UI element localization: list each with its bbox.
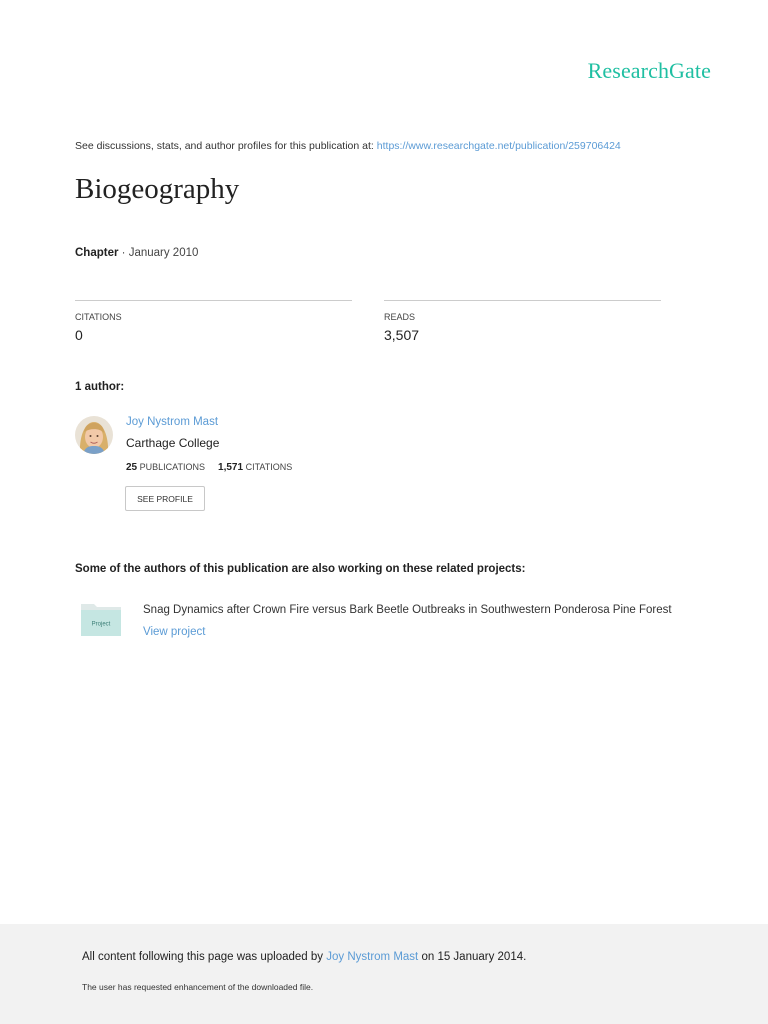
uploader-link[interactable]: Joy Nystrom Mast xyxy=(326,951,419,963)
footer xyxy=(0,924,768,1024)
citations-value: 0 xyxy=(75,327,83,343)
upload-suffix: on 15 January 2014. xyxy=(421,951,527,963)
folder-icon xyxy=(80,601,122,637)
author-institution: Carthage College xyxy=(126,436,220,450)
related-projects-heading: Some of the authors of this publication are also working on these related projects: xyxy=(75,563,526,575)
meta-separator: · xyxy=(121,247,126,259)
citations-stat xyxy=(75,300,352,343)
project-folder-icon[interactable] xyxy=(80,601,122,637)
project-icon-label: Project xyxy=(91,621,111,628)
publication-type: Chapter xyxy=(75,247,119,259)
author-avatar[interactable] xyxy=(75,416,113,454)
reads-value: 3,507 xyxy=(384,327,420,343)
publication-date: January 2010 xyxy=(128,247,199,259)
see-profile-button[interactable]: SEE PROFILE xyxy=(125,486,205,511)
author-citations-count: 1,571 xyxy=(218,462,244,473)
upload-info xyxy=(82,951,526,963)
author-publications-label: PUBLICATIONS xyxy=(139,462,205,472)
publication-meta xyxy=(75,247,198,259)
upload-prefix: All content following this page was uploaded by xyxy=(82,951,324,963)
author-name-link[interactable]: Joy Nystrom Mast xyxy=(126,416,219,428)
reads-stat xyxy=(384,300,661,343)
author-stats xyxy=(126,462,292,473)
researchgate-logo[interactable]: ResearchGate xyxy=(587,58,711,83)
view-project-link[interactable]: View project xyxy=(143,626,206,638)
author-citations-label: CITATIONS xyxy=(245,462,293,472)
reads-label: READS xyxy=(384,312,416,322)
publication-title: Biogeography xyxy=(75,173,240,205)
authors-heading: 1 author: xyxy=(75,381,125,393)
publication-url-link[interactable]: https://www.researchgate.net/publication/259706424 xyxy=(376,140,621,152)
citations-label: CITATIONS xyxy=(75,312,122,322)
avatar-photo-icon xyxy=(75,416,113,454)
author-publications-count: 25 xyxy=(126,462,138,473)
project-title: Snag Dynamics after Crown Fire versus Bark Beetle Outbreaks in Southwestern Ponderosa Pine Forest xyxy=(143,604,672,616)
intro-text: See discussions, stats, and author profiles for this publication at: xyxy=(75,140,374,152)
enhancement-note: The user has requested enhancement of the downloaded file. xyxy=(82,982,314,992)
intro-line xyxy=(75,140,621,152)
